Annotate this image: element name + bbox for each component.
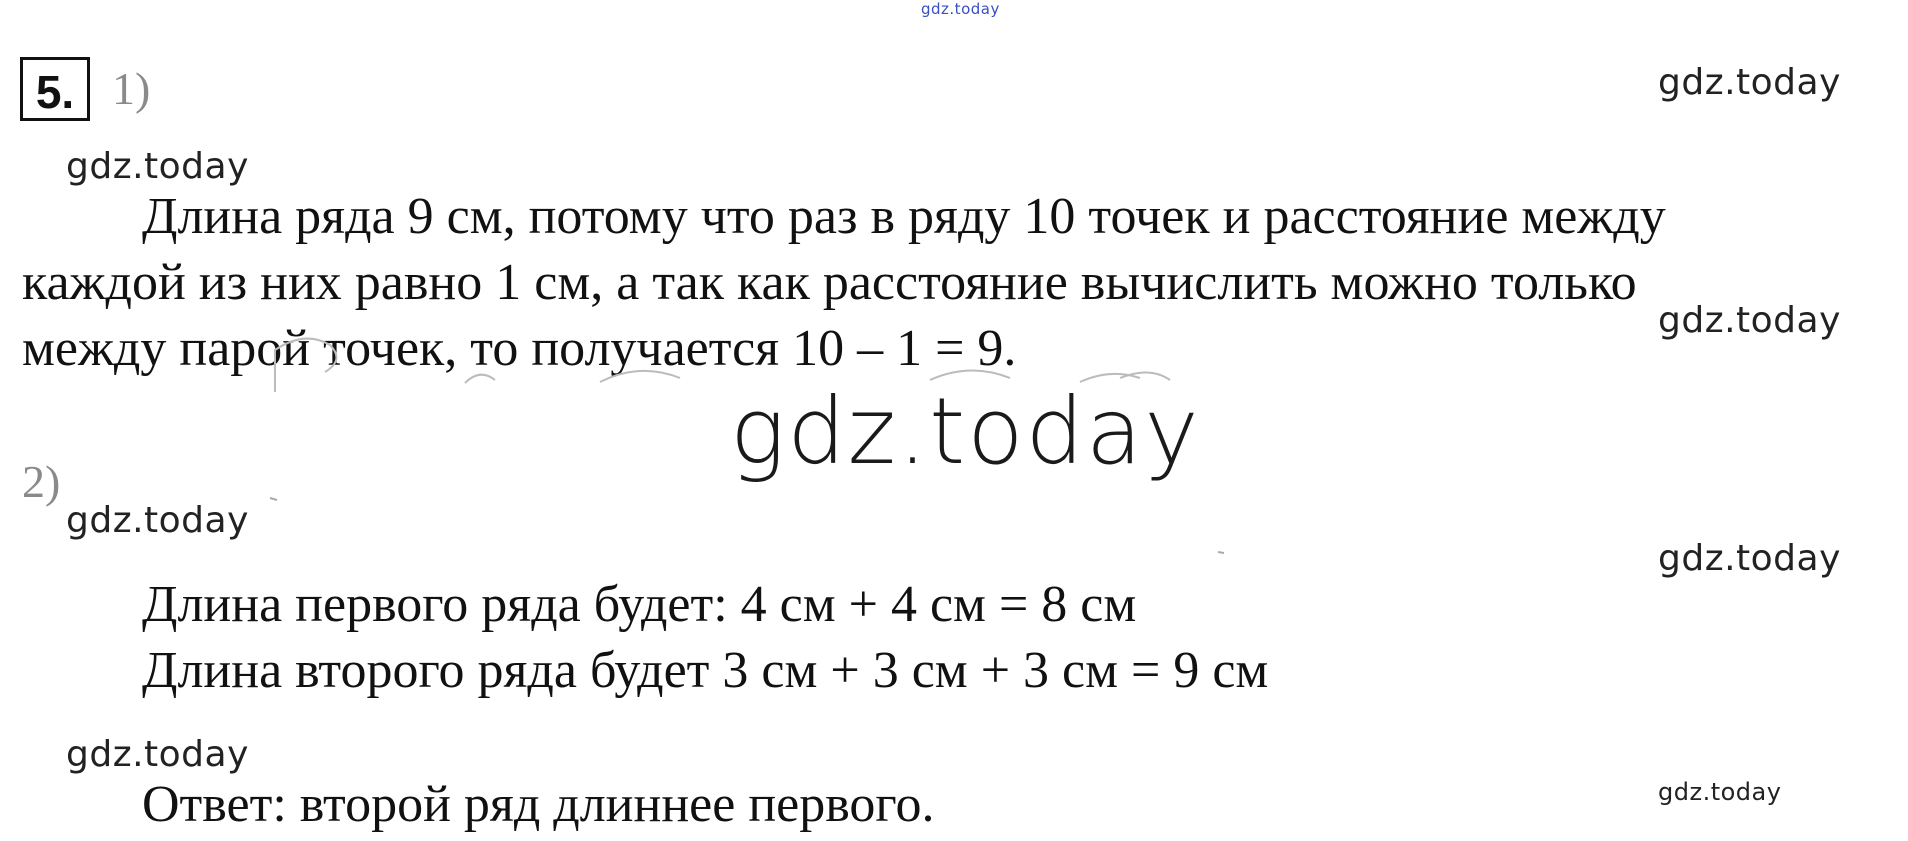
task-number-box: 5.	[20, 57, 90, 121]
watermark-left-1: gdz.today	[66, 146, 249, 187]
part-1-label: 1)	[112, 63, 151, 114]
watermark-right-3: gdz.today	[1658, 538, 1841, 579]
watermark-right-4: gdz.today	[1658, 778, 1782, 806]
part-2-label: 2)	[22, 456, 61, 507]
part2-line-2: Длина второго ряда будет 3 см + 3 см + 3 см = 9 см	[142, 642, 1269, 699]
watermark-right-1: gdz.today	[1658, 62, 1841, 103]
watermark-top: gdz.today	[921, 0, 1000, 18]
watermark-right-2: gdz.today	[1658, 300, 1841, 341]
part1-line-3: между парой точек, то получается 10 – 1 = 9.	[22, 320, 1017, 377]
part1-line-1: Длина ряда 9 см, потому что раз в ряду 10 точек и расстояние между	[142, 188, 1666, 245]
answer-text: Ответ: второй ряд длиннее первого.	[142, 776, 935, 833]
part1-line-2: каждой из них равно 1 см, а так как расстояние вычислить можно только	[22, 254, 1637, 311]
watermark-left-2: gdz.today	[66, 500, 249, 541]
part2-line-1: Длина первого ряда будет: 4 см + 4 см = 8 см	[142, 576, 1137, 633]
watermark-left-3: gdz.today	[66, 734, 249, 775]
watermark-big: gdz.today	[730, 378, 1201, 485]
